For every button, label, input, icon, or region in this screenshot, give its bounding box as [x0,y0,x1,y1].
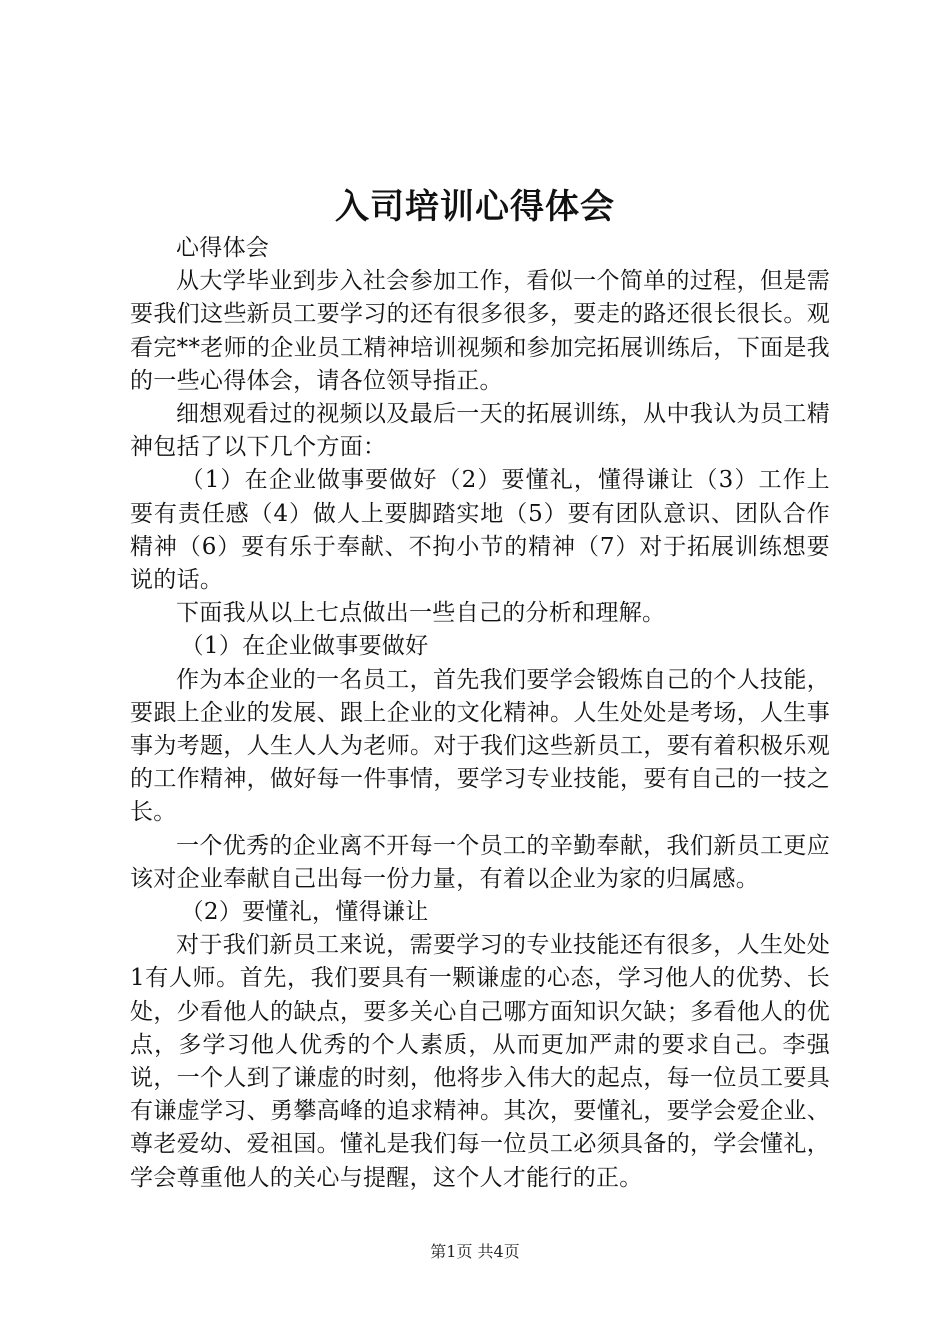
document-body [130,232,830,1195]
page-number: 第1页 共4页 [430,1242,520,1261]
paragraph: 一个优秀的企业离不开每一个员工的辛勤奉献，我们新员工更应该对企业奉献自己出每一份力量，有着以企业为家的归属感。 [130,832,830,892]
paragraph: 下面我从以上七点做出一些自己的分析和理解。 [176,600,666,627]
document-title: 入司培训心得体会 [335,187,615,227]
paragraph-heading: 心得体会 [176,235,270,261]
paragraph-list: （1）在企业做事要做好（2）要懂礼，懂得谦让（3）工作上要有责任感（4）做人上要脚踏实地（5）要有团队意识、团队合作精神（6）要有乐于奉献、不拘小节的精神（7）对于拓展训练想要说的话。 [130,467,830,594]
paragraph: 作为本企业的一名员工，首先我们要学会锻炼自己的个人技能，要跟上企业的发展、跟上企业的文化精神。人生处处是考场，人生事事为考题，人生人人为老师。对于我们这些新员工，要有着积极乐观的工作精神，做好每一件事情，要学习专业技能，要有自己的一技之长。 [130,666,830,826]
section-heading: （1）在企业做事要做好 [180,633,429,660]
section-heading: （2）要懂礼，懂得谦让 [180,899,429,926]
paragraph: 细想观看过的视频以及最后一天的拓展训练，从中我认为员工精神包括了以下几个方面： [130,401,830,461]
paragraph: 对于我们新员工来说，需要学习的专业技能还有很多，人生处处1有人师。首先，我们要具有一颗谦虚的心态，学习他人的优势、长处，少看他人的缺点，要多关心自己哪方面知识欠缺；多看他人的优点，多学习他人优秀的个人素质，从而更加严肃的要求自己。李强说，一个人到了谦虚的时刻，他将步入伟大的起点，每一位员工要具有谦虚学习、勇攀高峰的追求精神。其次，要懂礼，要学会爱企业、尊老爱幼、爱祖国。懂礼是我们每一位员工必须具备的，学会懂礼，学会尊重他人的关心与提醒，这个人才能行的正。 [130,932,830,1191]
paragraph: 从大学毕业到步入社会参加工作，看似一个简单的过程，但是需要我们这些新员工要学习的还有很多很多，要走的路还很长很长。观看完**老师的企业员工精神培训视频和参加完拓展训练后，下面是我的一些心得体会，请各位领导指正。 [130,268,830,394]
